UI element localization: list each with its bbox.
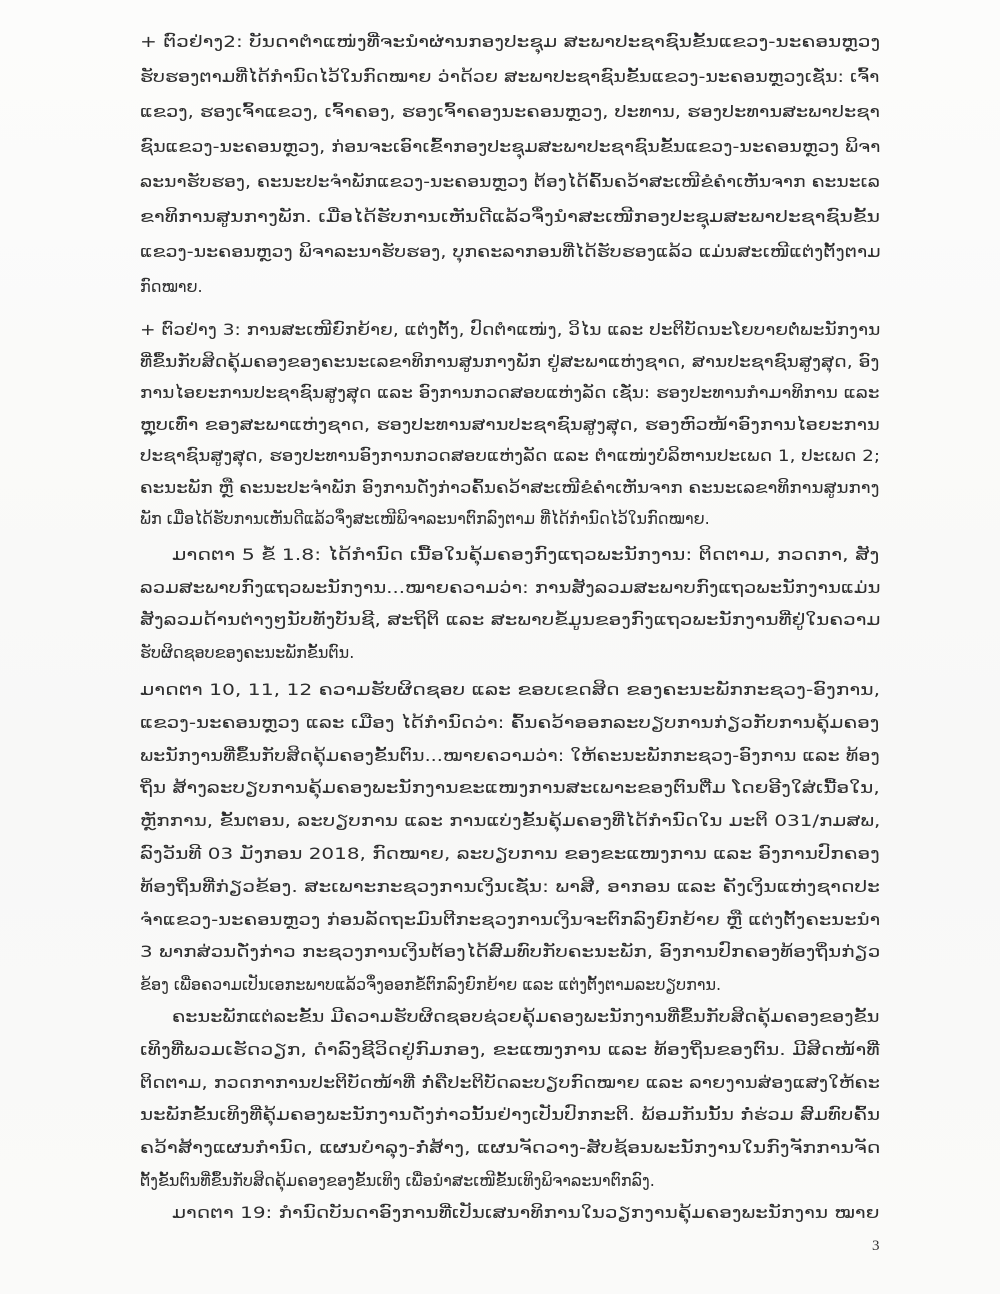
text-line: ແຂວງ-ນະຄອນຫຼວງ ແລະ ເມືອງ ໄດ້ກຳນົດວ່າ: ຄົ້ນຄວ້າອອກລະບຽບການກ່ຽວກັບການຄຸ້ມຄອງ xyxy=(140,712,880,732)
text-line: ຄວ້າສ້າງແຜນກຳນົດ, ແຜນບຳລຸງ-ກໍ່ສ້າງ, ແຜນຈັດວາງ-ສັບຊ້ອນພະນັກງານໃນກົງຈັກການຈັດ xyxy=(140,1138,881,1158)
text-line: ທ້ອງຖິ່ນທີ່ກ່ຽວຂ້ອງ. ສະເພາະກະຊວງການເງິນເຊັ່ນ: ພາສີ, ອາກອນ ແລະ ຄັງເງິນແຫ່ງຊາດປະ xyxy=(140,876,880,896)
text-line: ຮັບຮອງຕາມທີ່ໄດ້ກຳນົດໄວ້ໃນກົດໝາຍ ວ່າດ້ວຍ ສະພາປະຊາຊົນຂັ້ນແຂວງ-ນະຄອນຫຼວງເຊັ່ນ: ເຈົ້າ xyxy=(140,67,880,86)
text-line: ແຂວງ, ຮອງເຈົ້າແຂວງ, ເຈົ້າຄອງ, ຮອງເຈົ້າຄອງນະຄອນຫຼວງ, ປະທານ, ຮອງປະທານສະພາປະຊາ xyxy=(140,102,880,121)
text-line: ຕັ້ງຂັ້ນຕົນທີ່ຂຶ້ນກັບສິດຄຸ້ມຄອງຂອງຂັ້ນເທິງ ເພື່ອນຳສະເໜີຂັ້ນເທິງພິຈາລະນາຕົກລົງ. xyxy=(140,1171,655,1190)
text-line: ແຂວງ-ນະຄອນຫຼວງ ພິຈາລະນາຮັບຮອງ, ບຸກຄະລາກອນທີ່ໄດ້ຮັບຮອງແລ້ວ ແມ່ນສະເໜີແຕ່ງຕັ້ງຕາມ xyxy=(140,242,881,261)
text-line: ພະນັກງານທີ່ຂຶ້ນກັບສິດຄຸ້ມຄອງຂັ້ນຕົນ...ໝາຍຄວາມວ່າ: ໃຫ້ຄະນະພັກກະຊວງ-ອົງການ ແລະ ທ້ອງ xyxy=(140,745,880,765)
text-line: ປະຊາຊົນສູງສຸດ, ຮອງປະທານອົງການກວດສອບແຫ່ງລັດ ແລະ ຕຳແໜ່ງບໍລິຫານປະເພດ 1, ປະເພດ 2; xyxy=(140,446,881,465)
text-line: ຮັບຜິດຊອບຂອງຄະນະພັກຂັ້ນຕົນ. xyxy=(140,642,355,662)
text-line: ລວມສະພາບກົງແຖວພະນັກງານ...ໝາຍຄວາມວ່າ: ການສັງລວມສະພາບກົງແຖວພະນັກງານແມ່ນ xyxy=(140,577,881,597)
text-line: ຈຳແຂວງ-ນະຄອນຫຼວງ ກ່ອນລັດຖະມົນຕີກະຊວງການເງິນຈະຕົກລົງຍົກຍ້າຍ ຫຼື ແຕ່ງຕັ້ງຄະນະນຳ xyxy=(140,909,881,929)
text-line: ມາດຕາ 5 ຂໍ້ 1.8: ໄດ້ກຳນົດ ເນື້ອໃນຄຸ້ມຄອງກົງແຖວພະນັກງານ: ຕິດຕາມ, ກວດກາ, ສັງ xyxy=(172,545,880,564)
text-line: ນະພັກຂັ້ນເທິງທີ່ຄຸ້ມຄອງພະນັກງານດັ່ງກ່າວນັ້ນຢ່າງເປັນປົກກະຕິ. ພ້ອມກັນນັ້ນ ກໍ່ຮ່ວມ ສົມທົບຄົ້ນ xyxy=(140,1105,881,1125)
text-line: ຫຼຸບເທົ່າ ຂອງສະພາແຫ່ງຊາດ, ຮອງປະທານສານປະຊາຊົນສູງສຸດ, ຮອງຫົວໜ້າອົງການໄອຍະການ xyxy=(140,414,880,434)
text-line: ຄະນະພັກແຕ່ລະຂັ້ນ ມີຄວາມຮັບຜິດຊອບຊ່ວຍຄຸ້ມຄອງພະນັກງານທີ່ຂຶ້ນກັບສິດຄຸ້ມຄອງຂອງຂັ້ນ xyxy=(172,1007,880,1026)
text-line: ສັງລວມດ້ານຕ່າງໆນັບທັງບັນຊີ, ສະຖິຕິ ແລະ ສະພາບຂໍ້ມູນຂອງກົງແຖວພະນັກງານທີ່ຢູ່ໃນຄວາມ xyxy=(140,610,881,629)
text-line: ພັກ ເມື່ອໄດ້ຮັບການເຫັນດີແລ້ວຈຶ່ງສະເໜີພິຈາລະນາຕົກລົງຕາມ ທີ່ໄດ້ກຳນົດໄວ້ໃນກົດໝາຍ. xyxy=(140,509,710,528)
text-line: ລະນາຮັບຮອງ, ຄະນະປະຈຳພັກແຂວງ-ນະຄອນຫຼວງ ຕ້ອງໄດ້ຄົ້ນຄວ້າສະເໜີຂໍຄຳເຫັນຈາກ ຄະນະເລ xyxy=(140,172,880,191)
text-line: ຖິ່ນ ສ້າງລະບຽບການຄຸ້ມຄອງພະນັກງານຂະແໜງການສະເພາະຂອງຕົນຕື່ມ ໂດຍອີງໃສ່ເນື້ອໃນ, xyxy=(140,778,880,798)
text-line: ຕິດຕາມ, ກວດກາການປະຕິບັດໜ້າທີ່ ກໍ່ຄືປະຕິບັດລະບຽບກົດໝາຍ ແລະ ລາຍງານສ່ອງແສງໃຫ້ຄະ xyxy=(140,1072,880,1092)
text-line: + ຕົວຢ່າງ2: ບັນດາຕຳແໜ່ງທີ່ຈະນຳຜ່ານກອງປະຊຸມ ສະພາປະຊາຊົນຂັ້ນແຂວງ-ນະຄອນຫຼວງ xyxy=(140,32,881,51)
text-line: ລົງວັນທີ 03 ມັງກອນ 2018, ກົດໝາຍ, ລະບຽບການ ຂອງຂະແໜງການ ແລະ ອົງການປົກຄອງ xyxy=(140,844,880,863)
text-line: ການໄອຍະການປະຊາຊົນສູງສຸດ ແລະ ອົງການກວດສອບແຫ່ງລັດ ເຊັ່ນ: ຮອງປະທານກຳມາທິການ ແລະ xyxy=(140,383,880,402)
text-line: ຂ້ອງ ເພື່ອຄວາມເປັນເອກະພາບແລ້ວຈຶ່ງອອກຂໍ້ຕົກລົງຍົກຍ້າຍ ແລະ ແຕ່ງຕັ້ງຕາມລະບຽບການ. xyxy=(140,975,722,995)
page-number: 3 xyxy=(872,1238,880,1254)
text-line: ຂາທິການສູນກາງພັກ. ເມື່ອໄດ້ຮັບການເຫັນດີແລ້ວຈຶ່ງນຳສະເໜີກອງປະຊຸມສະພາປະຊາຊົນຂັ້ນ xyxy=(140,207,881,226)
text-line: ມາດຕາ 10, 11, 12 ຄວາມຮັບຜິດຊອບ ແລະ ຂອບເຂດສິດ ຂອງຄະນະພັກກະຊວງ-ອົງການ, xyxy=(140,680,881,699)
text-line: 3 ພາກສ່ວນດັ່ງກ່າວ ກະຊວງການເງິນຕ້ອງໄດ້ສົມທົບກັບຄະນະພັກ, ອົງການປົກຄອງທ້ອງຖິ່ນກ່ຽວ xyxy=(140,942,881,962)
text-line: ທີ່ຂຶ້ນກັບສິດຄຸ້ມຄອງຂອງຄະນະເລຂາທິການສູນກາງພັກ ຢູ່ສະພາແຫ່ງຊາດ, ສານປະຊາຊົນສູງສຸດ, ອົງ xyxy=(140,351,880,371)
text-line: ມາດຕາ 19: ກຳນົດບັນດາອົງການທີ່ເປັນເສນາທິການໃນວຽກງານຄຸ້ມຄອງພະນັກງານ ໝາຍ xyxy=(172,1203,880,1222)
text-line: + ຕົວຢ່າງ 3: ການສະເໜີຍົກຍ້າຍ, ແຕ່ງຕັ້ງ, ປົດຕຳແໜ່ງ, ວິໄນ ແລະ ປະຕິບັດນະໂຍບາຍຕໍ່ພະນັກງານ xyxy=(140,320,881,339)
text-line: ກົດໝາຍ. xyxy=(140,277,203,296)
text-line: ຄະນະພັກ ຫຼື ຄະນະປະຈຳພັກ ອົງການດັ່ງກ່າວຄົ້ນຄວ້າສະເໜີຂໍຄຳເຫັນຈາກ ຄະນະເລຂາທິການສູນກາງ xyxy=(140,477,880,497)
text-line: ຊົນແຂວງ-ນະຄອນຫຼວງ, ກ່ອນຈະເອົາເຂົ້າກອງປະຊຸມສະພາປະຊາຊົນຂັ້ນແຂວງ-ນະຄອນຫຼວງ ພິຈາ xyxy=(140,137,881,156)
text-line: ຫຼັກການ, ຂັ້ນຕອນ, ລະບຽບການ ແລະ ການແບ່ງຂັ້ນຄຸ້ມຄອງທີ່ໄດ້ກຳນົດໃນ ມະຕິ 031/ກມສພ, xyxy=(140,811,881,831)
text-line: ເທິງທີ່ພວມເຮັດວຽກ, ດຳລົງຊີວິດຢູ່ກົມກອງ, ຂະແໜງການ ແລະ ທ້ອງຖິ່ນຂອງຕົນ. ມີສິດໜ້າທີ່ xyxy=(140,1039,880,1059)
